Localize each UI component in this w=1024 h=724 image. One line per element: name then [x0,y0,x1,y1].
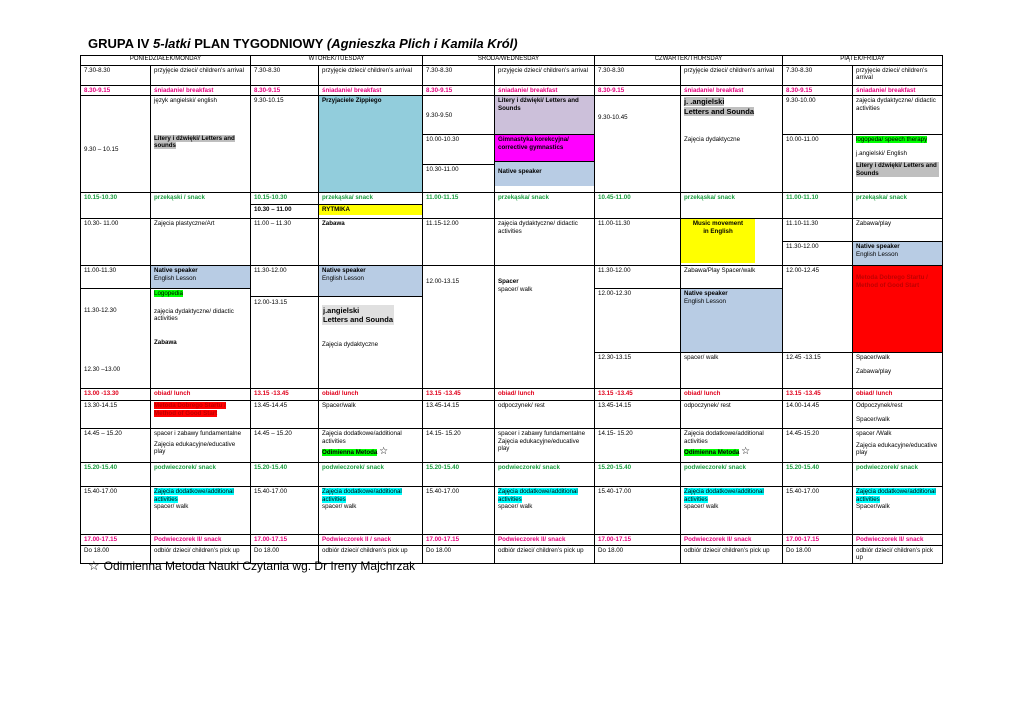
time-cell: 15.40-17.00 [81,487,151,535]
letters-and-sounds: Letters and Sounda [323,315,394,325]
activity-cell [495,487,595,535]
reading-method: Odimienna Metoda [684,448,740,456]
time-cell: 11.30-12.30 [81,288,150,348]
good-start-method: Metoda Dobrego Startu / Method of Good Start [154,402,226,417]
time-cell: 11.00-11.30 [595,219,681,266]
activity-cell: Podwieczorek II/ snack [681,535,783,545]
row-morning-lessons [81,96,943,193]
time-cell: 11.00-11.10 [783,193,853,219]
time-cell: 10.30 – 11.00 [251,204,318,214]
music-movement [681,219,755,263]
walk: Spacer [498,278,519,286]
native-speaker-label: Native speaker [154,267,198,275]
native-speaker [681,288,782,352]
native-speaker [853,241,942,265]
time-cell: 13.15 -13.45 [251,389,319,401]
row-late-morning [81,219,943,266]
time-cell: 15.40-17.00 [595,487,681,535]
time-cell [251,193,319,219]
additional-activities: Zajęcia dodatkowe/additional activities [684,430,764,445]
native-speaker-label: Native speaker [322,267,366,275]
time-cell: 12.30 –13.00 [84,366,121,374]
time-cell: 10.30- 11.00 [81,219,151,266]
time-cell: 11.00-11.30 [84,267,117,275]
walk-and-games: spacer i zabawy fundamentalne [154,430,242,438]
native-speaker-label: Native speaker [856,243,900,251]
walk-sub: spacer/ walk [498,285,533,293]
row-breakfast [81,86,943,96]
rhythmics: RYTMIKA [319,204,422,214]
time-cell: 15.20-15.40 [251,463,319,487]
time-cell [783,96,853,193]
time-cell [251,266,319,389]
activity-cell: odbiór dzieci/ children’s pick up [853,545,943,563]
activity-cell: odbiór dzieci/ children’s pick up [151,545,251,563]
didactic-activities: zajęcia dydaktyczne/ didactic activities [856,97,936,112]
activity-cell: odbiór dzieci/ children’s pick up [681,545,783,563]
additional-activities: Zajęcia dodatkowe/additional activities [856,488,936,503]
time-cell: 14.45-15.20 [783,429,853,463]
time-cell: 14.15- 15.20 [595,429,681,463]
letters-and-sounds: Letters and Sounda [684,106,755,116]
tuesday-english-block [319,296,422,388]
time-cell: Do 18.00 [423,545,495,563]
time-cell: 17.00-17.15 [81,535,151,545]
additional-activities: Zajęcia dodatkowe/additional activities [322,430,402,445]
time-cell: 7.30-8.30 [423,66,495,86]
day-header-row [81,56,943,66]
music-movement-label: Music movement [692,220,744,228]
play: Zabawa/play [856,220,892,228]
time-cell: 10.15-10.30 [81,193,151,219]
activity-cell: Zajęcia plastyczne/Art [151,219,251,266]
english-lesson: j. .angielski [684,97,725,107]
native-speaker: Native speaker [495,161,594,186]
activity-cell [853,96,943,193]
time-cell: 12.00-12.30 [595,288,680,352]
legend [88,558,415,574]
activity-cell: przyjęcie dzieci/ children’s arrival [319,66,423,86]
activity-cell: podwieczorek/ snack [495,463,595,487]
time-cell: 15.20-15.40 [423,463,495,487]
time-cell: 12.00-12.45 [786,267,820,275]
day-header-tuesday: WTOREK/TUESDAY [251,56,423,66]
time-cell [783,219,853,266]
time-cell: 14.15- 15.20 [423,429,495,463]
activity-cell [853,429,943,463]
activity-cell: obiad/ lunch [853,389,943,401]
time-cell: 9.30-10.45 [595,96,681,193]
activity-cell [853,401,943,429]
activity-cell [681,96,783,193]
time-cell: Do 18.00 [595,545,681,563]
walk: spacer/ walk [681,352,782,388]
time-cell: 11.15-12.00 [423,219,495,266]
didactic-activities: zajęcia dydaktyczne/ didactic activities [154,307,234,323]
walk: Spacer/walk [856,415,890,423]
time-cell: 7.30-8.30 [595,66,681,86]
row-arrival [81,66,943,86]
native-speaker [151,266,250,288]
activity-cell: Podwieczorek II / snack [319,535,423,545]
time-cell: 12.30-13.15 [595,352,680,388]
time-cell: 11.10-11.30 [786,220,819,228]
activity-cell [495,266,595,389]
time-cell: 11.00 – 11.30 [251,219,319,266]
time-cell: 13.00 -13.30 [81,389,151,401]
time-cell: 10.00-10.30 [423,134,494,164]
activity-cell: śniadanie/ breakfast [151,86,251,96]
row-snack-ii [81,535,943,545]
time-cell: 7.30-8.30 [81,66,151,86]
activity-cell [151,266,251,389]
time-cell: 9.30 – 10.15 [81,96,151,193]
corrective-gymnastics: Gimnastyka korekcyjna/ corrective gymnastics [495,134,594,161]
time-cell: 17.00-17.15 [251,535,319,545]
time-cell: 9.30-10.15 [251,96,319,193]
activity-cell: odpoczynek/ rest [681,401,783,429]
activity-cell: obiad/ lunch [495,389,595,401]
time-cell: Do 18.00 [251,545,319,563]
native-speaker-label: Native speaker [684,290,728,298]
good-start-method: Metoda Dobrego Startu / Method of Good Start [856,274,928,289]
walk: spacer /Walk [856,430,892,438]
activity-cell [853,487,943,535]
additional-activities: Zajęcia dodatkowe/additional activities [322,488,402,503]
time-cell [595,266,681,389]
activity-cell: przekąska/ snack [853,193,943,219]
speech-therapy: Logopedia [154,290,183,298]
time-cell: 12.00-13.15 [251,296,318,388]
time-cell: 15.40-17.00 [423,487,495,535]
activity-cell: przyjęcie dzieci/ children’s arrival [681,66,783,86]
time-cell: 8.30-9.15 [595,86,681,96]
activity-cell [319,487,423,535]
english-lesson: język angielski/ english [154,97,217,105]
time-cell: 10.30-11.00 [423,164,494,192]
time-cell: 9.30-9.50 [426,112,453,120]
activity-cell: zajęcia dydaktyczne/ didactic activities [495,219,595,266]
time-cell: 9.30-10.00 [786,97,816,105]
time-cell: 8.30-9.15 [251,86,319,96]
time-cell: 13.15 -13.45 [423,389,495,401]
didactic-activities: Zajęcia dydaktyczne [322,341,379,349]
walk: Spacer/walk [856,503,890,511]
day-header-wednesday: ŚRODA/WEDNESDAY [423,56,595,66]
day-header-friday: PIĄTEK/FRIDAY [783,56,943,66]
letters-and-sounds: Litery i dźwięki/ Letters and sounds [154,134,235,150]
activity-cell [853,266,943,389]
activity-cell: przekąski / snack [151,193,251,219]
activity-cell: Podwieczorek II/ snack [495,535,595,545]
activity-cell: Podwieczorek II/ snack [853,535,943,545]
time-cell: 8.30-9.15 [81,86,151,96]
activity-cell: Podwieczorek II/ snack [151,535,251,545]
educative-play: Zajęcia edukacyjne/educative play [856,441,938,457]
time-cell: 13.30-14.15 [81,401,151,429]
time-cell: 11.30-12.00 [783,241,852,265]
activity-cell [151,401,251,429]
english-lesson: j.angielski [323,306,360,316]
activity-cell [681,487,783,535]
activity-cell: obiad/ lunch [151,389,251,401]
weekly-schedule-table [80,55,943,564]
time-cell: Do 18.00 [81,545,151,563]
good-start-block [853,266,942,352]
time-cell: 13.15 -13.45 [595,389,681,401]
activity-cell: śniadanie/ breakfast [319,86,423,96]
activity-cell [319,193,423,219]
time-cell: 13.45-14.45 [251,401,319,429]
time-cell [81,266,151,389]
activity-cell [151,487,251,535]
time-cell: 17.00-17.15 [595,535,681,545]
english-lesson-label [322,305,394,325]
activity-cell: odbiór dzieci/ children’s pick up [495,545,595,563]
time-cell: 15.40-17.00 [783,487,853,535]
play: Zabawa/play [856,367,892,375]
additional-activities: Zajęcia dodatkowe/additional activities [684,488,764,503]
activity-cell [853,219,943,266]
snack: przekąska/ snack [322,194,373,202]
activity-cell: podwieczorek/ snack [853,463,943,487]
time-cell: 15.20-15.40 [595,463,681,487]
walk: spacer/ walk [154,503,189,511]
rest: Odpoczynek/rest [856,402,903,410]
activity-cell: spacer i zabawy fundamentalne Zajęcia edukacyjne/educative play [495,429,595,463]
row-lunch [81,389,943,401]
english-lesson: j.angielski/ English [856,149,907,157]
additional-activities: Zajęcia dodatkowe/additional activities [154,488,234,503]
row-afternoon-snack [81,463,943,487]
day-header-thursday: CZWARTEK/THURSDAY [595,56,783,66]
time-cell: 12.00-13.15 [423,266,495,389]
activity-cell [681,266,783,389]
time-cell: 13.15 -13.45 [783,389,853,401]
time-cell: 13.45-14.15 [423,401,495,429]
english-lesson: English Lesson [856,250,898,258]
star-icon: ☆ [741,446,751,458]
friday-walk-block [853,352,942,388]
activity-cell: śniadanie/ breakfast [495,86,595,96]
english-lesson: English Lesson [154,274,196,282]
activity-cell: obiad/ lunch [319,389,423,401]
time-cell: 17.00-17.15 [423,535,495,545]
row-extra [81,429,943,463]
english-lesson: English Lesson [322,274,364,282]
activity-cell: podwieczorek/ snack [319,463,423,487]
time-cell: 17.00-17.15 [783,535,853,545]
additional-activities: Zajęcia dodatkowe/additional activities [498,488,578,503]
activity-cell [495,96,595,193]
day-header-monday: PONIEDZIAŁEK/MONDAY [81,56,251,66]
letters-and-sounds: Litery i dźwięki/ Letters and Sounds [495,96,594,134]
activity-cell: Przyjaciele Zippiego [319,96,423,193]
time-cell: 11.00-11.15 [423,193,495,219]
letters-and-sounds: Litery i dźwięki/ Letters and Sounds [856,162,939,177]
time-cell: 8.30-9.15 [423,86,495,96]
walk: spacer/ walk [684,503,719,511]
time-cell: 8.30-9.15 [783,86,853,96]
activity-cell: przyjęcie dzieci/ children’s arrival [853,66,943,86]
monday-midday-block [151,288,250,388]
activity-cell: śniadanie/ breakfast [853,86,943,96]
walk: Spacer/walk [856,354,890,362]
time-cell: 15.40-17.00 [251,487,319,535]
play-walk: Zabawa/Play Spacer/walk [684,267,756,275]
time-cell: 14.00-14.45 [783,401,853,429]
native-speaker [319,266,422,296]
activity-cell [151,96,251,193]
row-afternoon [81,401,943,429]
walk: spacer/ walk [498,503,533,511]
time-cell: 14.45 – 15.20 [81,429,151,463]
activity-cell: obiad/ lunch [681,389,783,401]
time-cell: 15.20-15.40 [783,463,853,487]
english-lesson: English Lesson [684,297,726,305]
play: Zabawa [154,338,177,346]
activity-cell: odbiór dzieci/ children’s pick up [319,545,423,563]
star-icon: ☆ [379,446,389,458]
activity-cell: podwieczorek/ snack [151,463,251,487]
activity-cell: podwieczorek/ snack [681,463,783,487]
time-cell: 14.45 – 15.20 [251,429,319,463]
music-movement-sub: in English [703,227,733,235]
didactic-activities: Zajęcia dydaktyczne [684,136,741,144]
friday-speech-block [853,134,942,186]
activity-cell: przyjęcie dzieci/ children’s arrival [495,66,595,86]
reading-method: Odimienna Metoda [322,448,378,456]
activity-cell: śniadanie/ breakfast [681,86,783,96]
walk: spacer/ walk [322,503,357,511]
activity-cell [319,429,423,463]
activity-cell: odpoczynek/ rest [495,401,595,429]
time-cell: 12.45 -13.15 [783,352,852,388]
star-icon: ☆ [88,558,100,573]
legend-text: Odimienna Metoda Nauki Czytania wg. Dr Ireny Majchrzak [103,559,416,573]
row-midday [81,266,943,389]
time-cell: 11.30-12.00 [598,267,631,275]
educative-play: Zajęcia edukacyjne/educative play [154,440,236,456]
time-cell: 11.30-12.00 [254,267,287,275]
time-cell: 7.30-8.30 [783,66,853,86]
time-cell [783,266,853,389]
activity-cell [681,219,783,266]
activity-cell: Spacer/walk [319,401,423,429]
speech-therapy: logopeda/ speech therapy [856,136,928,144]
time-cell: 7.30-8.30 [251,66,319,86]
time-cell [423,96,495,193]
row-late-afternoon [81,487,943,535]
activity-cell: przekąska/ snack [495,193,595,219]
time-cell: 10.00-11.00 [783,134,852,186]
row-snack [81,193,943,219]
time-cell: 13.45-14.15 [595,401,681,429]
page-title: GRUPA IV 5-latki PLAN TYGODNIOWY (Agnieszka Plich i Kamila Król) [88,36,518,51]
activity-cell: przekąska/ snack [681,193,783,219]
time-cell: 15.20-15.40 [81,463,151,487]
activity-cell: przyjęcie dzieci/ children’s arrival [151,66,251,86]
time-cell: Do 18.00 [783,545,853,563]
activity-cell [319,266,423,389]
time-cell: 10.15-10.30 [254,194,288,202]
activity-cell [151,429,251,463]
activity-cell [681,429,783,463]
time-cell: 10.45-11.00 [595,193,681,219]
activity-cell: Zabawa [319,219,423,266]
